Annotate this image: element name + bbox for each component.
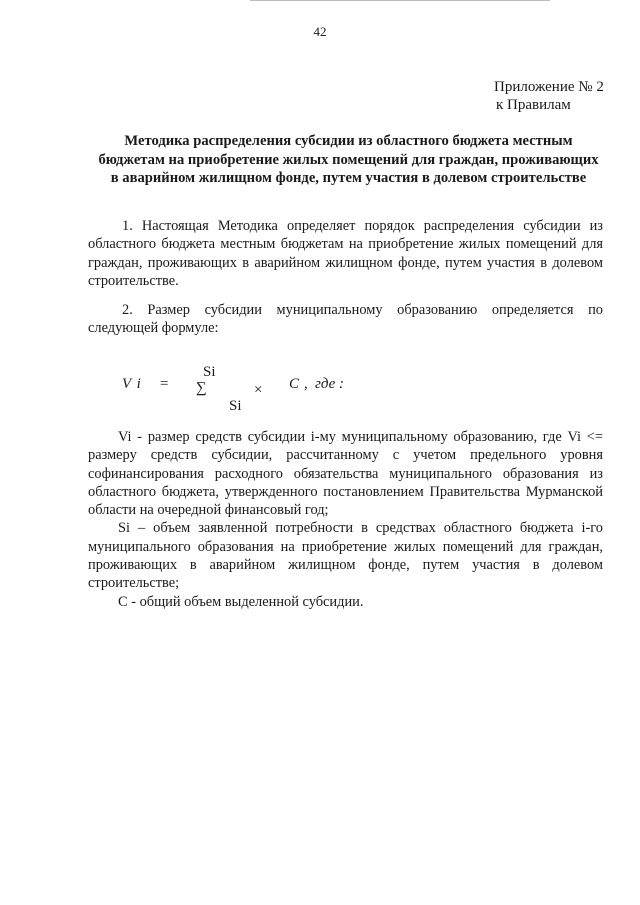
page-number: 42 [313, 24, 327, 39]
sum-symbol: ∑ [196, 380, 207, 396]
appendix-reference [494, 78, 604, 114]
formula-denominator: Si [229, 398, 242, 414]
formula-times: × [254, 382, 263, 398]
paragraph-1-text: 1. Настоящая Методика определяет порядок распределения субсидии из областного бюджета местным бюджетам на приобретение жилых помещений для граждан, проживающих в аварийном жилищном фонде, путем участия в долевом строительстве. [88, 218, 603, 289]
formula [0, 362, 640, 422]
definition-si [88, 519, 603, 592]
definition-c [88, 593, 603, 611]
formula-where: где : [315, 376, 345, 392]
formula-equals: = [160, 376, 169, 392]
formula-lhs: V i [122, 376, 142, 392]
formula-numerator: Si [203, 364, 216, 380]
definitions [88, 428, 603, 611]
definition-vi [88, 428, 603, 519]
appendix-line-1: Приложение № 2 [494, 79, 604, 95]
formula-comma: , [304, 376, 308, 392]
definition-si-text: Si – объем заявленной потребности в средствах областного бюджета i-го муниципального образования на приобретение жилых помещений для граждан, проживающих в аварийном жилищном фонде, путем участия в долевом строительстве; [88, 520, 603, 592]
paragraph-2-text: 2. Размер субсидии муниципальному образованию определяется по следующей формуле: [88, 302, 603, 337]
appendix-line-2: к Правилам [496, 97, 571, 113]
top-edge-line [250, 0, 550, 2]
paragraph-1 [88, 217, 603, 290]
definition-c-text: С - общий объем выделенной субсидии. [118, 593, 364, 610]
paragraph-2 [88, 301, 603, 338]
formula-c: C [289, 376, 300, 392]
definition-vi-text: Vi - размер средств субсидии i-му муниципальному образованию, где Vi <= размеру средств субсидии, рассчитанному с учетом предельного уровня софинансирования расходного обязательства муниципального образования из областного бюджета, утвержденного постановлением Правительства Мурманской области на очередной финансовый год; [88, 429, 603, 519]
document-title: Методика распределения субсидии из областного бюджета местным бюджетам на приобретение жилых помещений для граждан, проживающих в аварийном жилищном фонде, путем участия в долевом строительстве [98, 133, 599, 186]
